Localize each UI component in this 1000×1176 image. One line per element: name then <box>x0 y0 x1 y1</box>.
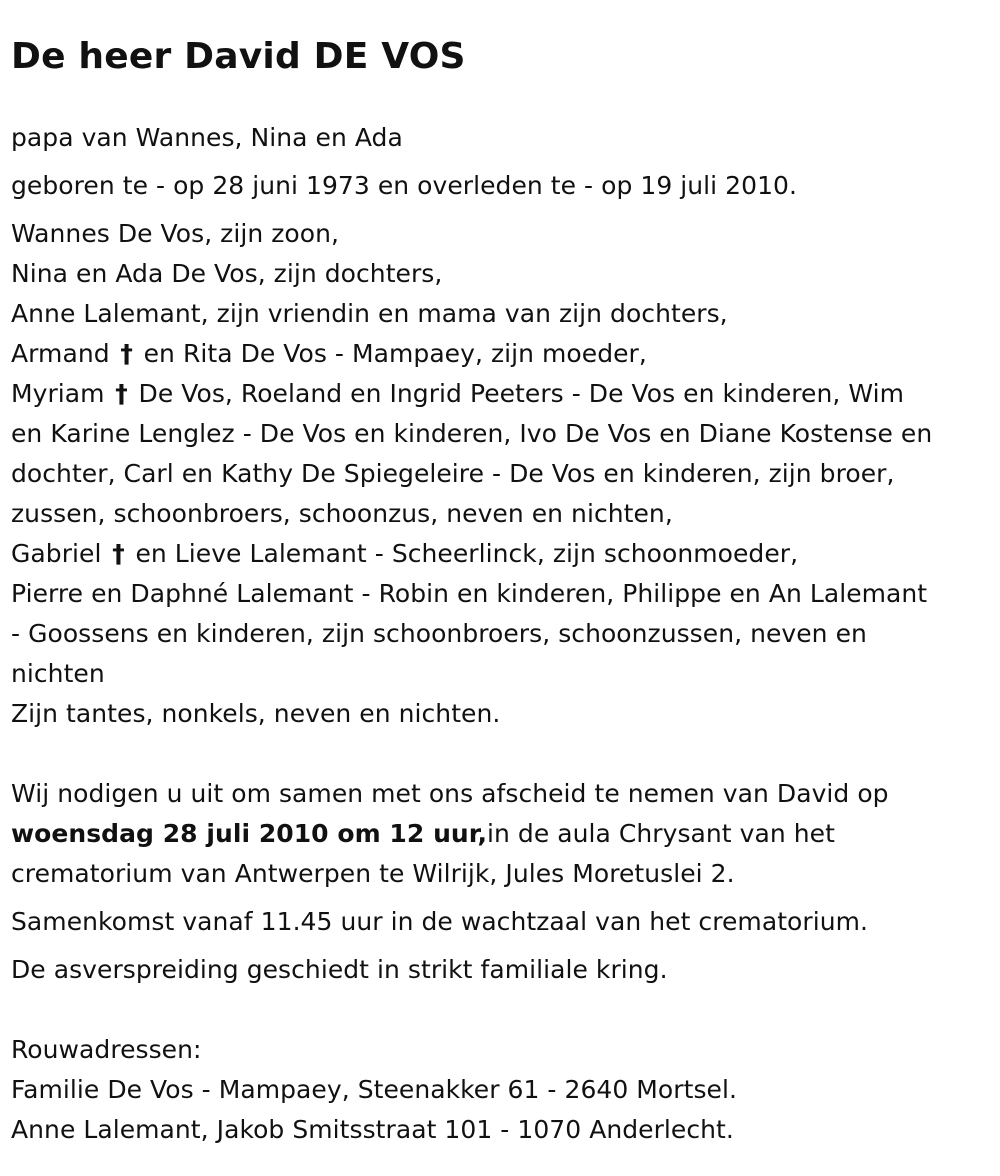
page-title: De heer David DE VOS <box>11 36 466 77</box>
address-line: Familie De Vos - Mampaey, Steenakker 61 - 2640 Mortsel. <box>11 1075 737 1104</box>
family-line-after-cross: en Rita De Vos - Mampaey, zijn moeder, <box>135 339 647 368</box>
family-line: en Karine Lenglez - De Vos en kinderen, Ivo De Vos en Diane Kostense en <box>11 419 933 448</box>
family-line: Nina en Ada De Vos, zijn dochters, <box>11 259 443 288</box>
addresses-heading: Rouwadressen: <box>11 1035 202 1064</box>
family-line: Pierre en Daphné Lalemant - Robin en kinderen, Philippe en An Lalemant <box>11 579 928 608</box>
family-line-with-cross <box>11 374 988 414</box>
family-line-before-cross: Armand <box>11 339 118 368</box>
family-line: Zijn tantes, nonkels, neven en nichten. <box>11 699 501 728</box>
family-line: - Goossens en kinderen, zijn schoonbroers, schoonzussen, neven en <box>11 619 867 648</box>
ceremony-date-bold: woensdag 28 juli 2010 om 12 uur, <box>11 819 488 848</box>
birth-death-line: geboren te - op 28 juni 1973 en overleden te - op 19 juli 2010. <box>11 171 797 200</box>
ceremony-line-1: Wij nodigen u uit om samen met ons afscheid te nemen van David op <box>11 779 889 808</box>
family-line-before-cross: Gabriel <box>11 539 110 568</box>
family-line-with-cross <box>11 334 988 374</box>
family-section <box>11 214 988 734</box>
cross-icon: † <box>115 379 128 408</box>
family-line-with-cross <box>11 534 988 574</box>
family-line-after-cross: De Vos, Roeland en Ingrid Peeters - De Vos en kinderen, Wim <box>130 379 904 408</box>
ceremony-line-2 <box>11 814 988 854</box>
intro-line: papa van Wannes, Nina en Ada <box>11 123 403 152</box>
family-line: Wannes De Vos, zijn zoon, <box>11 219 339 248</box>
cross-icon: † <box>112 539 125 568</box>
address-line: Anne Lalemant, Jakob Smitsstraat 101 - 1070 Anderlecht. <box>11 1115 734 1144</box>
family-line-after-cross: en Lieve Lalemant - Scheerlinck, zijn schoonmoeder, <box>127 539 799 568</box>
family-line: zussen, schoonbroers, schoonzus, neven en nichten, <box>11 499 673 528</box>
addresses-section <box>11 1030 988 1150</box>
asverspreiding-line: De asverspreiding geschiedt in strikt familiale kring. <box>11 955 668 984</box>
samenkomst-line: Samenkomst vanaf 11.45 uur in de wachtzaal van het crematorium. <box>11 907 869 936</box>
family-line-before-cross: Myriam <box>11 379 113 408</box>
family-line: dochter, Carl en Kathy De Spiegeleire - De Vos en kinderen, zijn broer, <box>11 459 895 488</box>
ceremony-line-3: crematorium van Antwerpen te Wilrijk, Jules Moretuslei 2. <box>11 859 735 888</box>
family-line: nichten <box>11 659 105 688</box>
family-line: Anne Lalemant, zijn vriendin en mama van zijn dochters, <box>11 299 728 328</box>
ceremony-section <box>11 774 988 894</box>
ceremony-line-2-rest: in de aula Chrysant van het <box>487 819 835 848</box>
cross-icon: † <box>120 339 133 368</box>
